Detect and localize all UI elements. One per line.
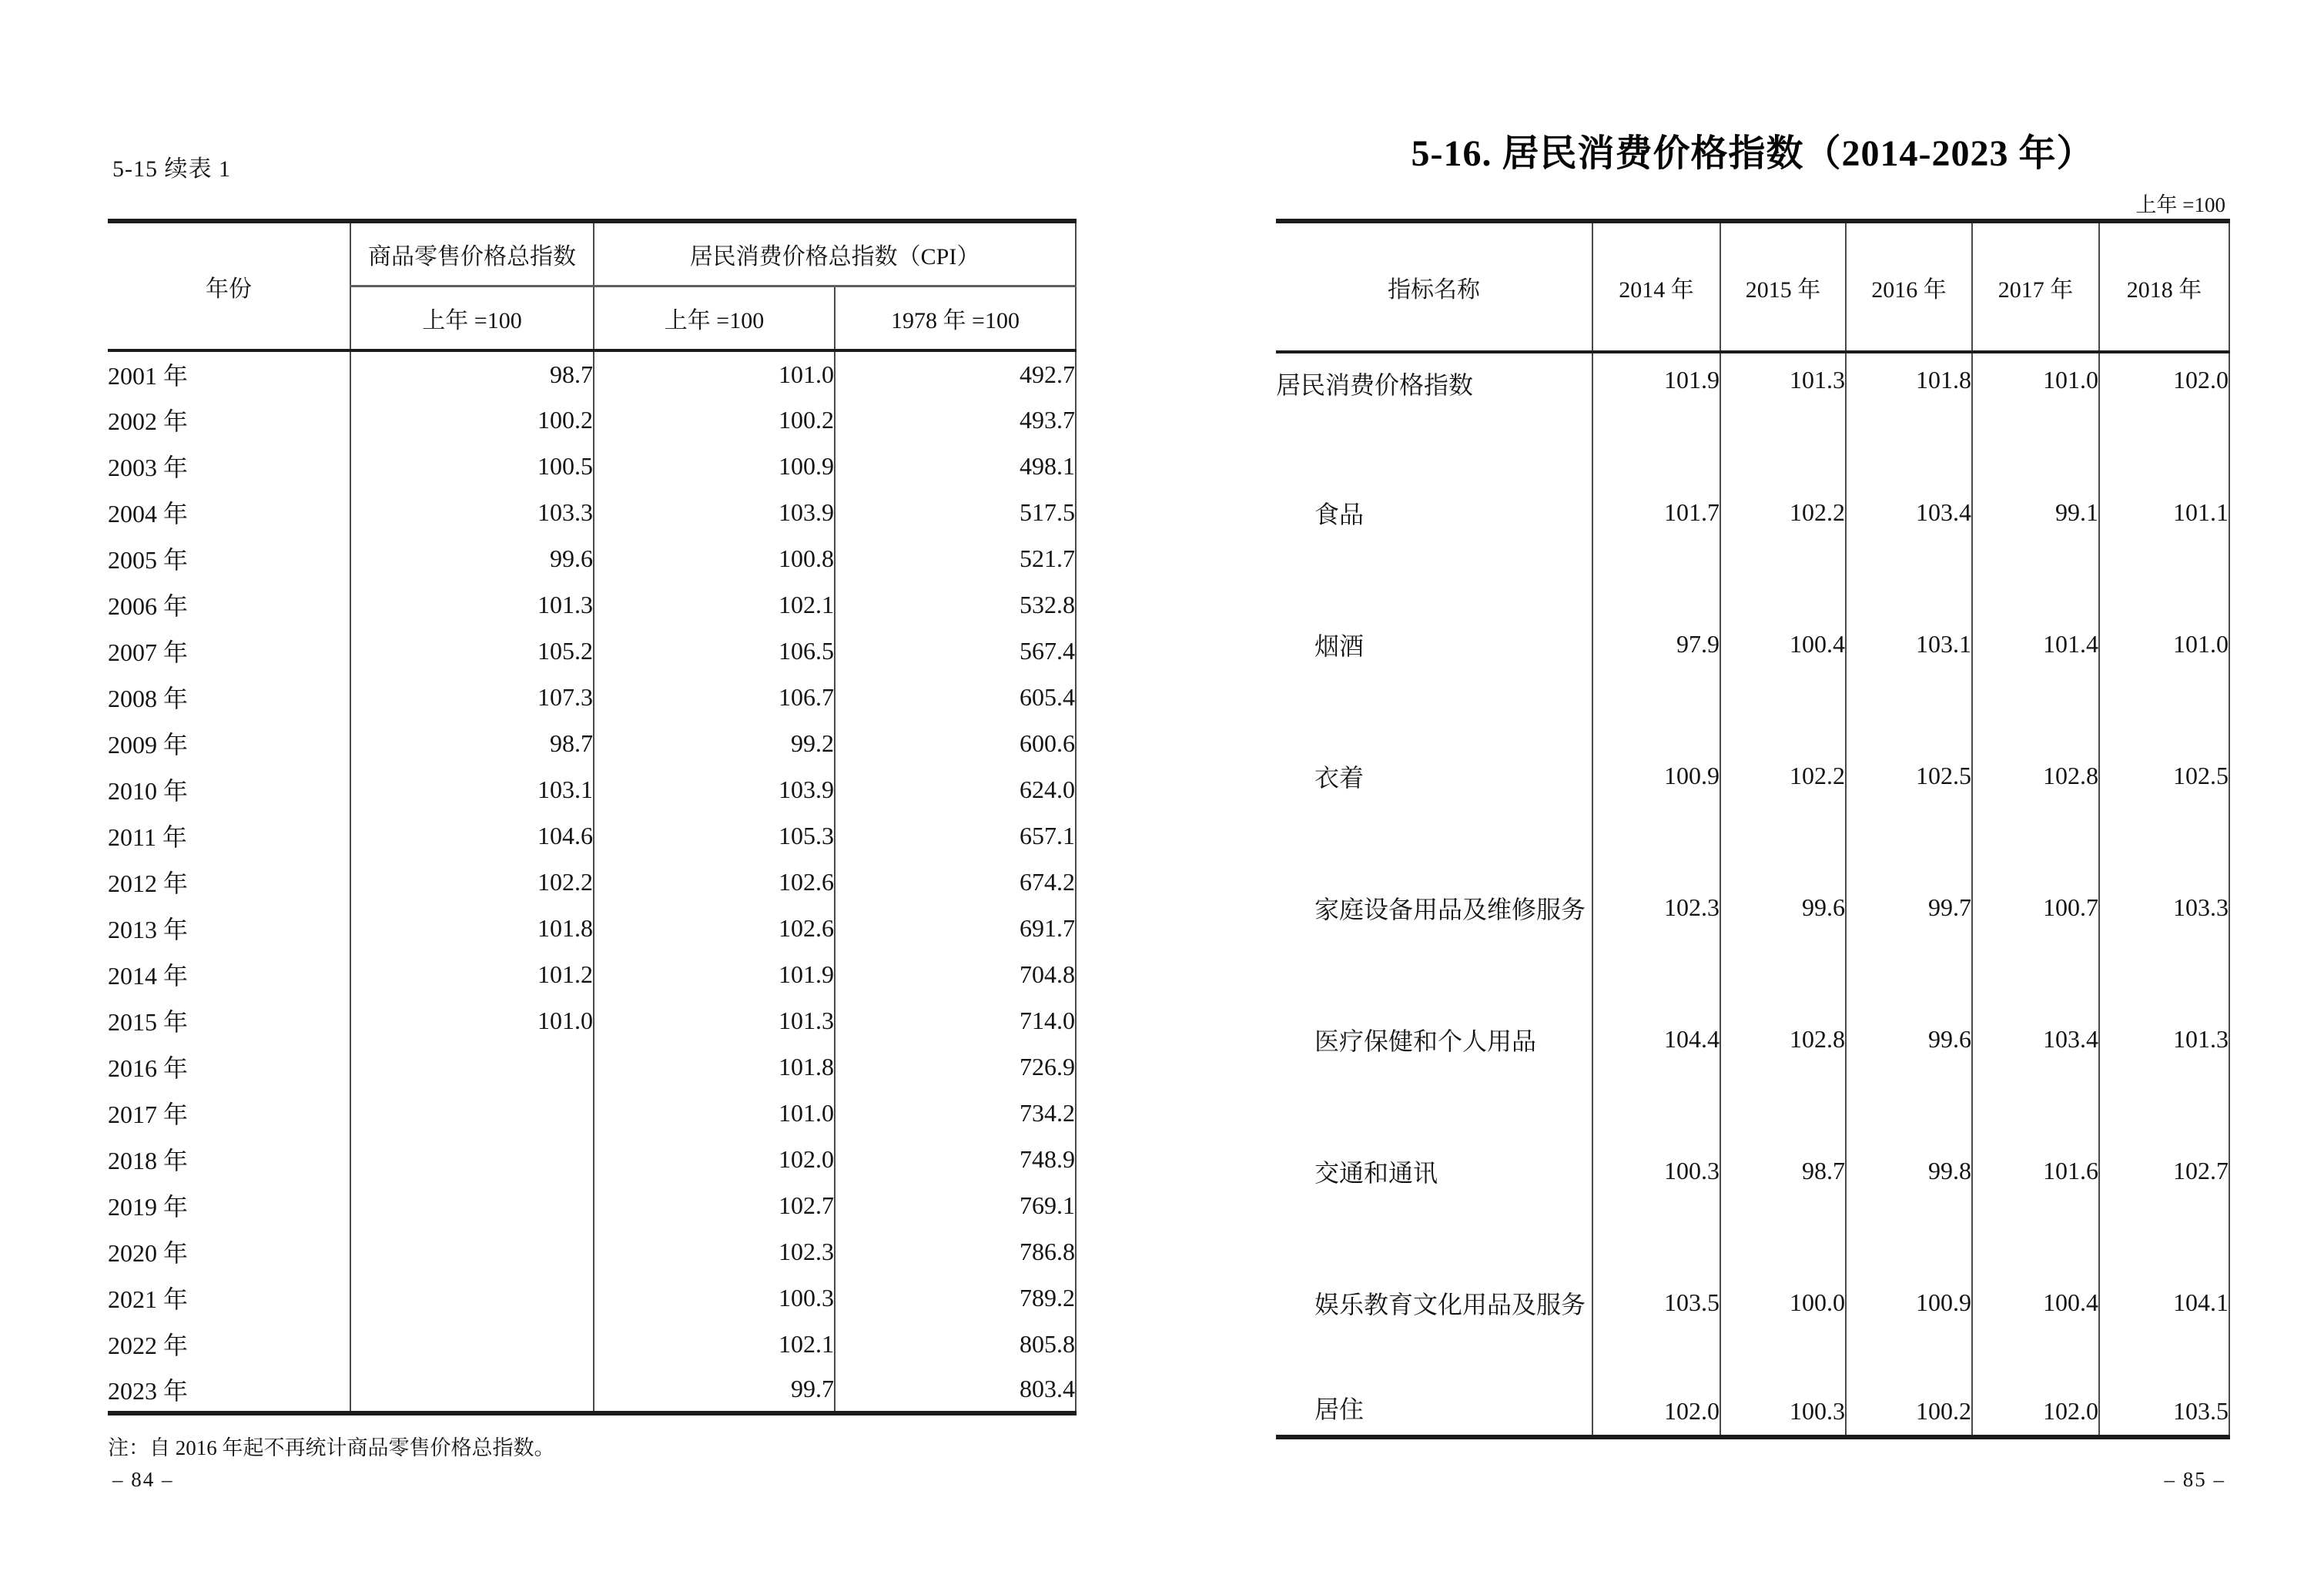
cpi-prev-cell: 99.2 bbox=[594, 720, 835, 766]
value-cell: 100.9 bbox=[1846, 1237, 1972, 1369]
year-row bbox=[108, 535, 1076, 581]
value-cell: 98.7 bbox=[1720, 1105, 1846, 1237]
value-cell: 103.4 bbox=[1846, 447, 1972, 578]
year-2018-header: 2018 年 bbox=[2099, 221, 2229, 352]
year-cell: 2019 年 bbox=[108, 1193, 189, 1221]
value-cell: 101.0 bbox=[1972, 352, 2099, 447]
table-title: 5-16. 居民消费价格指数（2014-2023 年） bbox=[1411, 133, 2095, 174]
indicator-row bbox=[1276, 1369, 2229, 1437]
retail-index-cell bbox=[350, 1136, 594, 1182]
cpi-prev-cell: 101.0 bbox=[594, 1090, 835, 1136]
cpi-1978-cell: 748.9 bbox=[835, 1136, 1076, 1182]
value-cell: 99.6 bbox=[1720, 842, 1846, 973]
value-cell: 102.3 bbox=[1592, 842, 1720, 973]
cpi-prev-cell: 106.5 bbox=[594, 628, 835, 674]
indicator-row bbox=[1276, 1105, 2229, 1237]
year-cell: 2016 年 bbox=[108, 1054, 189, 1082]
indicator-name-header: 指标名称 bbox=[1388, 276, 1480, 303]
value-cell: 101.3 bbox=[2099, 973, 2229, 1105]
value-cell: 100.4 bbox=[1720, 578, 1846, 710]
cpi-1978-cell: 532.8 bbox=[835, 581, 1076, 628]
year-cell: 2018 年 bbox=[108, 1147, 189, 1174]
year-2017-header: 2017 年 bbox=[1972, 221, 2099, 352]
year-cell: 2011 年 bbox=[108, 823, 187, 851]
retail-index-cell: 105.2 bbox=[350, 628, 594, 674]
year-cell: 2013 年 bbox=[108, 916, 189, 943]
indicator-cell: 居民消费价格指数 bbox=[1276, 371, 1474, 399]
retail-index-group-header: 商品零售价格总指数 bbox=[350, 221, 594, 286]
value-cell: 102.0 bbox=[2099, 352, 2229, 447]
year-row bbox=[108, 581, 1076, 628]
value-cell: 103.5 bbox=[1592, 1237, 1720, 1369]
page-number-85: – 85 – bbox=[2164, 1468, 2225, 1491]
cpi-prev-year-sub-header: 上年 =100 bbox=[594, 286, 835, 350]
cpi-prev-cell: 102.6 bbox=[594, 859, 835, 905]
value-cell: 100.0 bbox=[1720, 1237, 1846, 1369]
retail-index-cell: 101.0 bbox=[350, 997, 594, 1044]
year-row bbox=[108, 720, 1076, 766]
cpi-prev-cell: 102.1 bbox=[594, 581, 835, 628]
year-2016-header: 2016 年 bbox=[1846, 221, 1972, 352]
year-row bbox=[108, 997, 1076, 1044]
value-cell: 103.4 bbox=[1972, 973, 2099, 1105]
indicator-row bbox=[1276, 1237, 2229, 1369]
year-cell: 2001 年 bbox=[108, 362, 189, 390]
cpi-1978-cell: 498.1 bbox=[835, 443, 1076, 489]
year-column-header: 年份 bbox=[206, 276, 252, 302]
retail-index-cell bbox=[350, 1367, 594, 1413]
cpi-prev-cell: 106.7 bbox=[594, 674, 835, 720]
cpi-1978-cell: 714.0 bbox=[835, 997, 1076, 1044]
year-cell: 2023 年 bbox=[108, 1376, 189, 1405]
value-cell: 103.5 bbox=[2099, 1369, 2229, 1437]
year-cell: 2006 年 bbox=[108, 592, 189, 620]
value-cell: 102.2 bbox=[1720, 447, 1846, 578]
cpi-prev-cell: 103.9 bbox=[594, 766, 835, 812]
year-cell: 2017 年 bbox=[108, 1101, 189, 1128]
indicator-cell: 娱乐教育文化用品及服务 bbox=[1314, 1290, 1586, 1318]
cpi-by-category-table bbox=[1276, 219, 2230, 1439]
value-cell: 100.4 bbox=[1972, 1237, 2099, 1369]
year-cell: 2012 年 bbox=[108, 869, 189, 897]
value-cell: 101.3 bbox=[1720, 352, 1846, 447]
indicator-row bbox=[1276, 578, 2229, 710]
year-row bbox=[108, 443, 1076, 489]
year-cell: 2005 年 bbox=[108, 546, 189, 574]
year-row bbox=[108, 951, 1076, 997]
cpi-prev-cell: 100.2 bbox=[594, 397, 835, 443]
cpi-1978-cell: 492.7 bbox=[835, 350, 1076, 397]
value-cell: 101.1 bbox=[2099, 447, 2229, 578]
retail-index-cell: 101.8 bbox=[350, 905, 594, 951]
cpi-by-category-header bbox=[1276, 221, 2229, 352]
retail-index-cell: 103.3 bbox=[350, 489, 594, 535]
value-cell: 99.8 bbox=[1846, 1105, 1972, 1237]
cpi-prev-cell: 101.8 bbox=[594, 1044, 835, 1090]
cpi-1978-cell: 624.0 bbox=[835, 766, 1076, 812]
year-cell: 2002 年 bbox=[108, 407, 189, 435]
retail-index-cell bbox=[350, 1182, 594, 1228]
value-cell: 101.6 bbox=[1972, 1105, 2099, 1237]
unit-note: 上年 =100 bbox=[2135, 193, 2225, 216]
value-cell: 101.8 bbox=[1846, 352, 1972, 447]
category-header-row bbox=[1276, 221, 2229, 352]
cpi-prev-cell: 102.0 bbox=[594, 1136, 835, 1182]
value-cell: 99.7 bbox=[1846, 842, 1972, 973]
indicator-row bbox=[1276, 710, 2229, 842]
cpi-prev-cell: 101.0 bbox=[594, 350, 835, 397]
year-cell: 2022 年 bbox=[108, 1332, 189, 1359]
value-cell: 102.5 bbox=[1846, 710, 1972, 842]
value-cell: 100.2 bbox=[1846, 1369, 1972, 1437]
cpi-prev-cell: 99.7 bbox=[594, 1367, 835, 1413]
year-row bbox=[108, 1136, 1076, 1182]
retail-index-cell: 98.7 bbox=[350, 720, 594, 766]
cpi-1978-cell: 605.4 bbox=[835, 674, 1076, 720]
indicator-cell: 食品 bbox=[1314, 500, 1365, 528]
year-row bbox=[108, 812, 1076, 859]
retail-index-cell: 104.6 bbox=[350, 812, 594, 859]
cpi-1978-cell: 789.2 bbox=[835, 1275, 1076, 1321]
cpi-1978-cell: 734.2 bbox=[835, 1090, 1076, 1136]
retail-cpi-table-body bbox=[108, 350, 1076, 1413]
value-cell: 99.1 bbox=[1972, 447, 2099, 578]
indicator-row bbox=[1276, 352, 2229, 447]
year-cell: 2014 年 bbox=[108, 962, 189, 990]
retail-index-cell bbox=[350, 1090, 594, 1136]
cpi-prev-cell: 101.3 bbox=[594, 997, 835, 1044]
retail-index-cell bbox=[350, 1228, 594, 1275]
year-2014-header: 2014 年 bbox=[1592, 221, 1720, 352]
year-cell: 2010 年 bbox=[108, 777, 189, 805]
value-cell: 101.9 bbox=[1592, 352, 1720, 447]
value-cell: 100.3 bbox=[1720, 1369, 1846, 1437]
cpi-1978-cell: 726.9 bbox=[835, 1044, 1076, 1090]
cpi-group-header: 居民消费价格总指数（CPI） bbox=[594, 221, 1076, 286]
cpi-1978-cell: 786.8 bbox=[835, 1228, 1076, 1275]
value-cell: 104.1 bbox=[2099, 1237, 2229, 1369]
year-cell: 2020 年 bbox=[108, 1239, 189, 1267]
indicator-cell: 交通和通讯 bbox=[1314, 1158, 1438, 1187]
value-cell: 102.8 bbox=[1972, 710, 2099, 842]
value-cell: 101.4 bbox=[1972, 578, 2099, 710]
cpi-1978-cell: 521.7 bbox=[835, 535, 1076, 581]
indicator-cell: 居住 bbox=[1314, 1395, 1365, 1423]
cpi-prev-cell: 102.6 bbox=[594, 905, 835, 951]
year-row bbox=[108, 350, 1076, 397]
cpi-1978-cell: 657.1 bbox=[835, 812, 1076, 859]
retail-index-cell: 100.5 bbox=[350, 443, 594, 489]
retail-index-cell: 107.3 bbox=[350, 674, 594, 720]
year-row bbox=[108, 766, 1076, 812]
value-cell: 102.5 bbox=[2099, 710, 2229, 842]
table-continuation-label: 5-15 续表 1 bbox=[112, 156, 231, 182]
cpi-prev-cell: 100.8 bbox=[594, 535, 835, 581]
year-row bbox=[108, 1321, 1076, 1367]
cpi-1978-cell: 803.4 bbox=[835, 1367, 1076, 1413]
cpi-1978-cell: 704.8 bbox=[835, 951, 1076, 997]
indicator-cell: 衣着 bbox=[1314, 763, 1365, 792]
cpi-1978-cell: 600.6 bbox=[835, 720, 1076, 766]
retail-index-cell: 100.2 bbox=[350, 397, 594, 443]
value-cell: 101.0 bbox=[2099, 578, 2229, 710]
year-row bbox=[108, 1044, 1076, 1090]
retail-base-sub-header: 上年 =100 bbox=[350, 286, 594, 350]
value-cell: 103.1 bbox=[1846, 578, 1972, 710]
indicator-row bbox=[1276, 447, 2229, 578]
value-cell: 102.0 bbox=[1972, 1369, 2099, 1437]
value-cell: 102.0 bbox=[1592, 1369, 1720, 1437]
cpi-prev-cell: 105.3 bbox=[594, 812, 835, 859]
cpi-prev-cell: 100.9 bbox=[594, 443, 835, 489]
cpi-prev-cell: 103.9 bbox=[594, 489, 835, 535]
cpi-1978-cell: 567.4 bbox=[835, 628, 1076, 674]
year-row bbox=[108, 905, 1076, 951]
year-row bbox=[108, 397, 1076, 443]
value-cell: 103.3 bbox=[2099, 842, 2229, 973]
cpi-1978-cell: 674.2 bbox=[835, 859, 1076, 905]
value-cell: 101.7 bbox=[1592, 447, 1720, 578]
year-cell: 2004 年 bbox=[108, 500, 189, 528]
indicator-row bbox=[1276, 973, 2229, 1105]
indicator-row bbox=[1276, 842, 2229, 973]
value-cell: 100.3 bbox=[1592, 1105, 1720, 1237]
retail-index-cell bbox=[350, 1044, 594, 1090]
value-cell: 100.9 bbox=[1592, 710, 1720, 842]
year-row bbox=[108, 1090, 1076, 1136]
value-cell: 100.7 bbox=[1972, 842, 2099, 973]
cpi-prev-cell: 102.1 bbox=[594, 1321, 835, 1367]
retail-index-cell: 98.7 bbox=[350, 350, 594, 397]
year-2015-header: 2015 年 bbox=[1720, 221, 1846, 352]
indicator-cell: 医疗保健和个人用品 bbox=[1314, 1027, 1537, 1055]
footnote: 注：自 2016 年起不再统计商品零售价格总指数。 bbox=[108, 1436, 555, 1459]
cpi-prev-cell: 101.9 bbox=[594, 951, 835, 997]
retail-index-cell: 103.1 bbox=[350, 766, 594, 812]
cpi-1978-cell: 769.1 bbox=[835, 1182, 1076, 1228]
cpi-1978-cell: 805.8 bbox=[835, 1321, 1076, 1367]
retail-index-cell: 101.3 bbox=[350, 581, 594, 628]
year-row bbox=[108, 859, 1076, 905]
cpi-1978-base-sub-header: 1978 年 =100 bbox=[835, 286, 1076, 350]
year-row bbox=[108, 1367, 1076, 1413]
year-cell: 2021 年 bbox=[108, 1285, 189, 1313]
retail-index-cell: 101.2 bbox=[350, 951, 594, 997]
year-cell: 2008 年 bbox=[108, 685, 189, 712]
value-cell: 102.7 bbox=[2099, 1105, 2229, 1237]
retail-cpi-history-table bbox=[108, 219, 1077, 1415]
value-cell: 102.2 bbox=[1720, 710, 1846, 842]
year-row bbox=[108, 489, 1076, 535]
year-row bbox=[108, 1228, 1076, 1275]
value-cell: 97.9 bbox=[1592, 578, 1720, 710]
year-row bbox=[108, 1275, 1076, 1321]
group-header-row bbox=[108, 221, 1076, 286]
cpi-prev-cell: 102.3 bbox=[594, 1228, 835, 1275]
year-row bbox=[108, 628, 1076, 674]
year-cell: 2009 年 bbox=[108, 731, 189, 759]
page-number-84: – 84 – bbox=[112, 1468, 174, 1491]
year-cell: 2015 年 bbox=[108, 1008, 189, 1036]
cpi-1978-cell: 493.7 bbox=[835, 397, 1076, 443]
retail-index-cell bbox=[350, 1321, 594, 1367]
cpi-by-category-body bbox=[1276, 352, 2229, 1437]
cpi-prev-cell: 102.7 bbox=[594, 1182, 835, 1228]
cpi-prev-cell: 100.3 bbox=[594, 1275, 835, 1321]
retail-index-cell: 99.6 bbox=[350, 535, 594, 581]
cpi-1978-cell: 517.5 bbox=[835, 489, 1076, 535]
value-cell: 104.4 bbox=[1592, 973, 1720, 1105]
year-cell: 2003 年 bbox=[108, 454, 189, 481]
indicator-cell: 烟酒 bbox=[1314, 632, 1365, 660]
year-row bbox=[108, 1182, 1076, 1228]
retail-cpi-table-header bbox=[108, 221, 1076, 350]
year-row bbox=[108, 674, 1076, 720]
retail-index-cell: 102.2 bbox=[350, 859, 594, 905]
year-cell: 2007 年 bbox=[108, 638, 189, 666]
value-cell: 99.6 bbox=[1846, 973, 1972, 1105]
indicator-cell: 家庭设备用品及维修服务 bbox=[1314, 895, 1586, 923]
retail-index-cell bbox=[350, 1275, 594, 1321]
value-cell: 102.8 bbox=[1720, 973, 1846, 1105]
cpi-1978-cell: 691.7 bbox=[835, 905, 1076, 951]
